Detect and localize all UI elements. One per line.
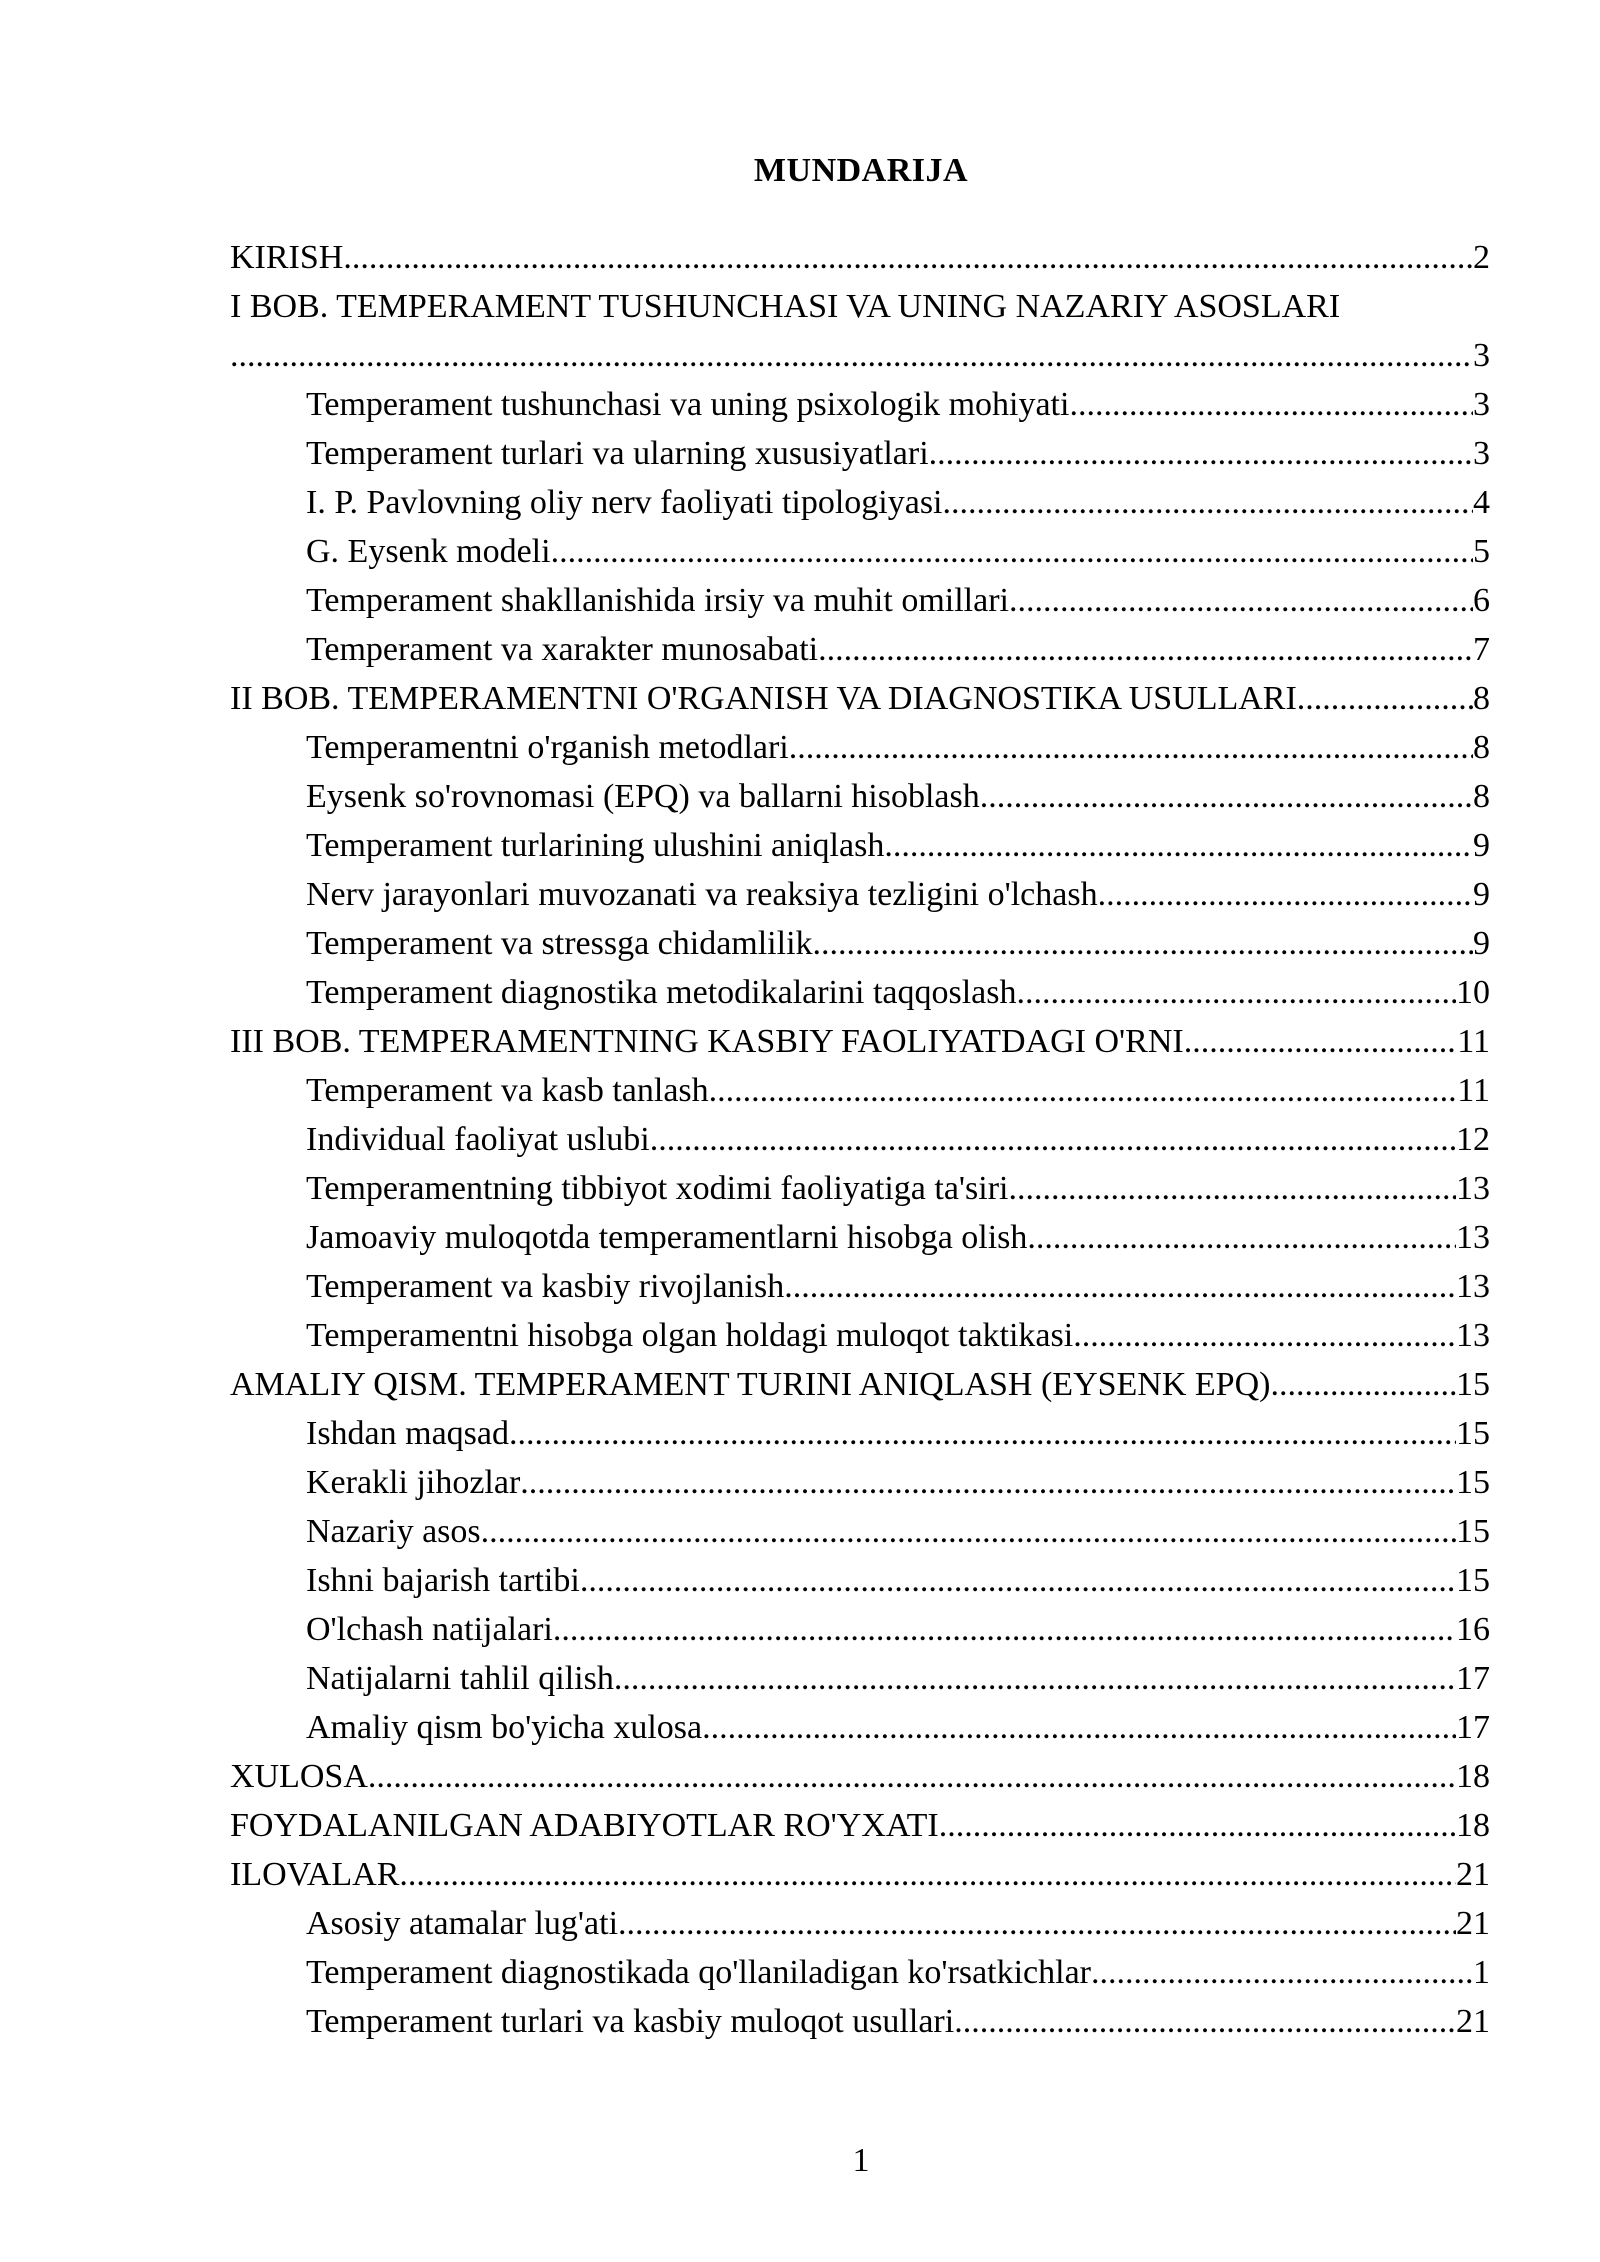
toc-leader-dots — [702, 1703, 1456, 1752]
toc-entry-label: Temperament va xarakter munosabati — [306, 631, 819, 668]
table-of-contents — [230, 233, 1490, 2046]
toc-entry-page: 21 — [1456, 1905, 1490, 1942]
toc-subentry[interactable] — [230, 1703, 1490, 1752]
toc-entry-label: Temperamentni o'rganish metodlari — [306, 729, 789, 766]
toc-entry-label: Individual faoliyat uslubi — [306, 1121, 650, 1158]
toc-entry-label: ILOVALAR — [230, 1856, 400, 1893]
toc-subentry[interactable] — [230, 1311, 1490, 1360]
toc-entry-label: Temperament va kasb tanlash — [306, 1072, 709, 1109]
toc-leader-dots — [813, 919, 1473, 968]
toc-entry-page: 15 — [1456, 1562, 1490, 1599]
toc-leader-dots — [618, 1899, 1456, 1948]
toc-entry-label: Temperament turlari va kasbiy muloqot usullari — [306, 2003, 955, 2040]
toc-entry-page: 13 — [1456, 1268, 1490, 1305]
toc-subentry[interactable] — [230, 1997, 1490, 2046]
page-title: MUNDARIJA — [753, 152, 969, 189]
toc-entry-page: 17 — [1456, 1660, 1490, 1697]
toc-entry-label: Nazariy asos — [306, 1513, 481, 1550]
toc-entry-label: Asosiy atamalar lug'ati — [306, 1905, 619, 1942]
toc-entry-label: Temperament turlari va ularning xususiyatlari — [306, 435, 929, 472]
toc-leader-dots — [1016, 968, 1456, 1017]
toc-entry-label: Amaliy qism bo'yicha xulosa — [306, 1709, 703, 1746]
toc-leader-dots — [343, 233, 1473, 282]
toc-entry-page: 4 — [1473, 484, 1490, 521]
toc-subentry[interactable] — [230, 1458, 1490, 1507]
toc-entry-label: Temperament diagnostikada qo'llaniladigan ko'rsatkichlar — [306, 1954, 1092, 1991]
toc-subentry[interactable] — [230, 1409, 1490, 1458]
toc-leader-dots — [1009, 576, 1473, 625]
toc-entry-page: 8 — [1473, 778, 1490, 815]
toc-subentry[interactable] — [230, 919, 1490, 968]
toc-subentry[interactable] — [230, 1556, 1490, 1605]
toc-entry[interactable] — [230, 282, 1490, 331]
toc-entry-page: 11 — [1457, 1072, 1490, 1109]
toc-entry-label: G. Eysenk modeli — [306, 533, 551, 570]
toc-entry-page: 17 — [1456, 1709, 1490, 1746]
toc-leader-dots — [481, 1507, 1456, 1556]
toc-leader-dots — [1027, 1213, 1456, 1262]
toc-subentry[interactable] — [230, 1605, 1490, 1654]
toc-entry-label: Temperamentning tibbiyot xodimi faoliyatiga ta'siri — [306, 1170, 1009, 1207]
toc-entry-page: 7 — [1473, 631, 1490, 668]
toc-leader-dots — [1073, 1311, 1456, 1360]
toc-subentry[interactable] — [230, 1213, 1490, 1262]
toc-subentry[interactable] — [230, 380, 1490, 429]
toc-leader-dots — [614, 1654, 1456, 1703]
toc-subentry[interactable] — [230, 576, 1490, 625]
toc-leader-dots — [709, 1066, 1458, 1115]
toc-entry-label: III BOB. TEMPERAMENTNING KASBIY FAOLIYATDAGI O'RNI — [230, 1023, 1184, 1060]
toc-entry-label: Temperament tushunchasi va uning psixologik mohiyati — [306, 386, 1070, 423]
toc-entry[interactable] — [230, 674, 1490, 723]
toc-entry-label: I BOB. TEMPERAMENT TUSHUNCHASI VA UNING NAZARIY ASOSLARI — [230, 288, 1341, 325]
toc-entry-page: 3 — [1473, 435, 1490, 472]
toc-subentry[interactable] — [230, 723, 1490, 772]
toc-entry-label: FOYDALANILGAN ADABIYOTLAR RO'YXATI — [230, 1807, 939, 1844]
toc-entry-label: AMALIY QISM. TEMPERAMENT TURINI ANIQLASH (EYSENK EPQ) — [230, 1366, 1271, 1403]
toc-subentry[interactable] — [230, 1899, 1490, 1948]
toc-entry-page: 9 — [1473, 827, 1490, 864]
toc-leader-dots — [1098, 870, 1473, 919]
toc-entry-page: 16 — [1456, 1611, 1490, 1648]
toc-entry-page: 9 — [1473, 876, 1490, 913]
toc-entry-page: 18 — [1456, 1758, 1490, 1795]
toc-subentry[interactable] — [230, 1507, 1490, 1556]
toc-leader-dots — [939, 1801, 1456, 1850]
toc-entry-page: 8 — [1473, 680, 1490, 717]
toc-entry-label: Temperament va stressga chidamlilik — [306, 925, 813, 962]
toc-entry-page: 3 — [1473, 386, 1490, 423]
toc-leader-dots — [1091, 1948, 1473, 1997]
toc-leader-dots — [1297, 674, 1473, 723]
toc-entry-label: O'lchash natijalari — [306, 1611, 553, 1648]
toc-leader-dots — [954, 1997, 1456, 2046]
toc-subentry[interactable] — [230, 1066, 1490, 1115]
toc-subentry[interactable] — [230, 1164, 1490, 1213]
toc-entry-page: 15 — [1456, 1513, 1490, 1550]
toc-entry[interactable] — [230, 1801, 1490, 1850]
toc-entry-page: 15 — [1456, 1366, 1490, 1403]
toc-entry-page: 10 — [1456, 974, 1490, 1011]
toc-entry-label: Temperamentni hisobga olgan holdagi muloqot taktikasi — [306, 1317, 1074, 1354]
toc-entry-page: 13 — [1456, 1170, 1490, 1207]
toc-entry[interactable] — [230, 1360, 1490, 1409]
toc-subentry[interactable] — [230, 625, 1490, 674]
toc-subentry[interactable] — [230, 1948, 1490, 1997]
toc-entry-label: XULOSA — [230, 1758, 368, 1795]
toc-subentry[interactable] — [230, 1262, 1490, 1311]
toc-subentry[interactable] — [230, 478, 1490, 527]
toc-leader-dots — [1184, 1017, 1458, 1066]
toc-entry-page: 18 — [1456, 1807, 1490, 1844]
toc-leader-dots — [1270, 1360, 1456, 1409]
toc-leader-dots — [553, 1605, 1456, 1654]
toc-entry-page: 12 — [1456, 1121, 1490, 1158]
toc-entry[interactable] — [230, 1017, 1490, 1066]
toc-subentry[interactable] — [230, 870, 1490, 919]
toc-subentry[interactable] — [230, 821, 1490, 870]
toc-entry-page: 11 — [1457, 1023, 1490, 1060]
toc-leader-dots — [520, 1458, 1456, 1507]
toc-entry-continuation — [230, 331, 1490, 380]
toc-entry-label: Jamoaviy muloqotda temperamentlarni hisobga olish — [306, 1219, 1028, 1256]
toc-subentry[interactable] — [230, 527, 1490, 576]
toc-entry[interactable] — [230, 1752, 1490, 1801]
toc-entry-label: II BOB. TEMPERAMENTNI O'RGANISH VA DIAGNOSTIKA USULLARI — [230, 680, 1297, 717]
toc-leader-dots — [551, 527, 1473, 576]
toc-entry-page: 9 — [1473, 925, 1490, 962]
toc-entry-page: 13 — [1456, 1219, 1490, 1256]
toc-entry-page: 15 — [1456, 1464, 1490, 1501]
toc-leader-dots — [1008, 1164, 1456, 1213]
toc-entry-page: 1 — [1473, 1954, 1490, 1991]
toc-entry-label: I. P. Pavlovning oliy nerv faoliyati tipologiyasi — [306, 484, 943, 521]
toc-entry-page: 5 — [1473, 533, 1490, 570]
toc-entry-label: Nerv jarayonlari muvozanati va reaksiya tezligini o'lchash — [306, 876, 1098, 913]
toc-entry-page: 6 — [1473, 582, 1490, 619]
toc-entry-page: 13 — [1456, 1317, 1490, 1354]
toc-leader-dots — [818, 625, 1473, 674]
toc-entry-page: 3 — [1473, 337, 1490, 374]
toc-entry-label: KIRISH — [230, 239, 344, 276]
toc-leader-dots — [509, 1409, 1456, 1458]
toc-leader-dots — [980, 772, 1473, 821]
toc-leader-dots — [784, 1262, 1456, 1311]
toc-entry-page: 2 — [1473, 239, 1490, 276]
toc-entry-label: Natijalarni tahlil qilish — [306, 1660, 614, 1697]
toc-entry-page: 8 — [1473, 729, 1490, 766]
toc-subentry[interactable] — [230, 429, 1490, 478]
toc-subentry[interactable] — [230, 1654, 1490, 1703]
page-number: 1 — [852, 2142, 870, 2179]
toc-entry-label: Ishni bajarish tartibi — [306, 1562, 580, 1599]
toc-leader-dots — [884, 821, 1473, 870]
toc-entry-label: Eysenk so'rovnomasi (EPQ) va ballarni hisoblash — [306, 778, 980, 815]
toc-entry-label: Temperament va kasbiy rivojlanish — [306, 1268, 785, 1305]
toc-entry-label: Ishdan maqsad — [306, 1415, 510, 1452]
toc-leader-dots — [368, 1752, 1456, 1801]
toc-leader-dots — [929, 429, 1473, 478]
toc-subentry[interactable] — [230, 1115, 1490, 1164]
toc-subentry[interactable] — [230, 772, 1490, 821]
toc-entry-label: Temperament diagnostika metodikalarini taqqoslash — [306, 974, 1017, 1011]
toc-leader-dots — [230, 331, 1473, 380]
toc-entry-label: Temperament shakllanishida irsiy va muhit omillari — [306, 582, 1009, 619]
toc-leader-dots — [1069, 380, 1473, 429]
toc-entry-label: Temperament turlarining ulushini aniqlash — [306, 827, 885, 864]
toc-entry-page: 15 — [1456, 1415, 1490, 1452]
toc-entry-page: 21 — [1456, 2003, 1490, 2040]
toc-leader-dots — [943, 478, 1473, 527]
toc-leader-dots — [650, 1115, 1456, 1164]
toc-leader-dots — [399, 1850, 1456, 1899]
toc-entry[interactable] — [230, 233, 1490, 282]
toc-leader-dots — [580, 1556, 1456, 1605]
toc-entry[interactable] — [230, 1850, 1490, 1899]
toc-entry-page: 21 — [1456, 1856, 1490, 1893]
toc-entry-label: Kerakli jihozlar — [306, 1464, 521, 1501]
toc-subentry[interactable] — [230, 968, 1490, 1017]
toc-leader-dots — [789, 723, 1473, 772]
